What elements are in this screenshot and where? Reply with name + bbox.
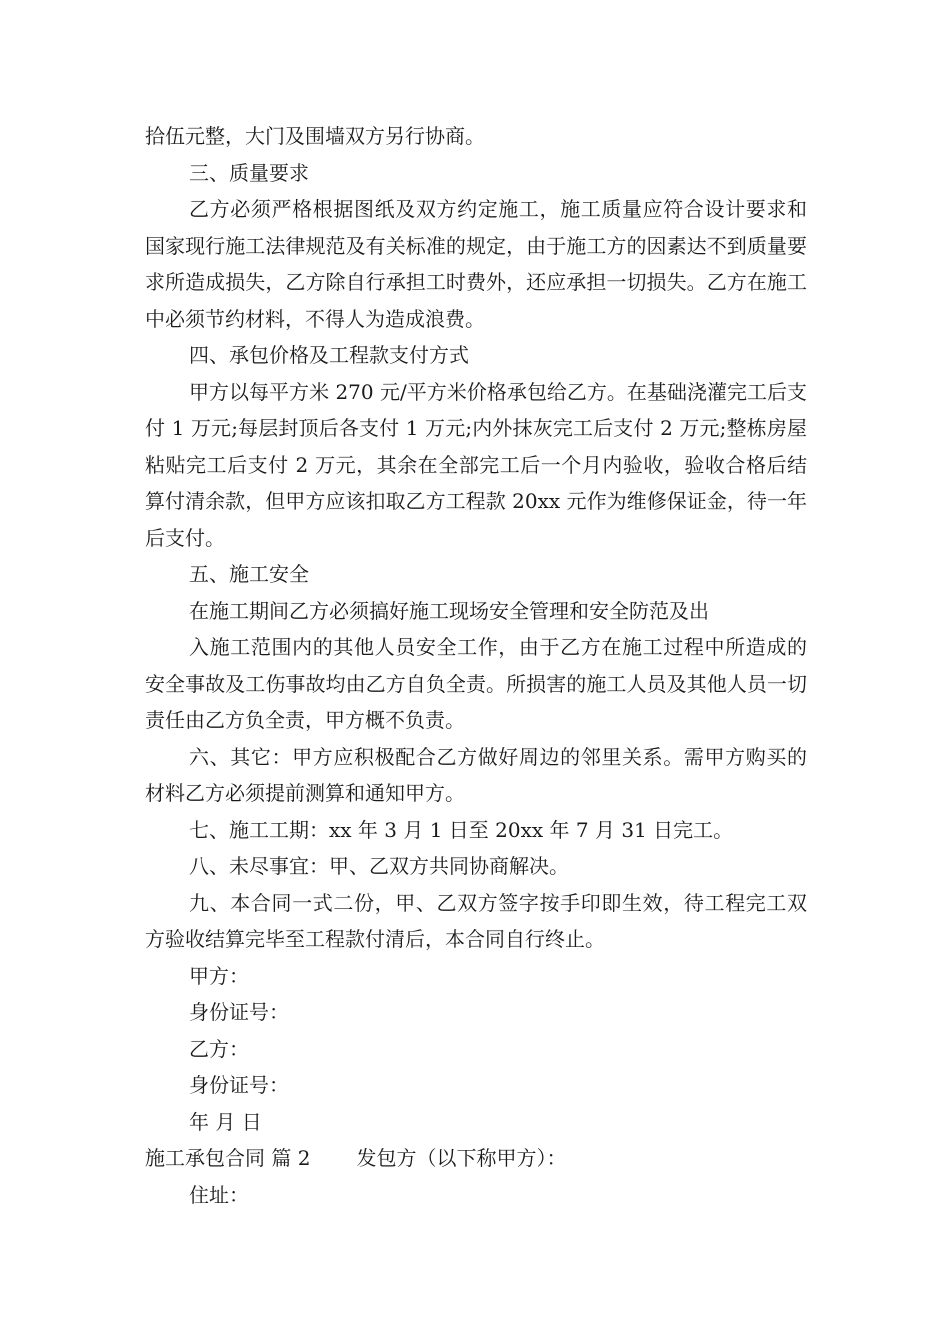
document-page: [145, 118, 807, 1213]
paragraph-unresolved: 八、未尽事宜：甲、乙双方共同协商解决。: [189, 854, 569, 878]
paragraph-schedule: 七、施工工期：xx 年 3 月 1 日至 20xx 年 7 月 31 日完工。: [189, 817, 734, 842]
heading-safety: 五、施工安全: [189, 562, 309, 586]
paragraph-safety-2: 入施工范围内的其他人员安全工作，由于乙方在施工过程中所造成的安全事故及工伤事故均由乙方自负全责。所损害的施工人员及其他人员一切责任由乙方负全责，甲方概不负责。: [145, 635, 807, 732]
address-line: 住址：: [189, 1182, 249, 1207]
section-2-first-line: 发包方（以下称甲方）：: [356, 1146, 567, 1170]
paragraph-0: 拾伍元整，大门及围墙双方另行协商。: [145, 124, 485, 148]
section-2-heading: [145, 1140, 807, 1177]
heading-quality: 三、质量要求: [189, 160, 309, 185]
paragraph-copies: 九、本合同一式二份，甲、乙双方签字按手印即生效，待工程完工双方验收结算完毕至工程款付清后，本合同自行终止。: [145, 890, 807, 951]
paragraph-price: 甲方以每平方米 270 元/平方米价格承包给乙方。在基础浇灌完工后支付 1 万元;每层封顶后各支付 1 万元;内外抹灰完工后支付 2 万元;整栋房屋粘贴完工后支付 2 万元，其余在全部完工后一个月内验收，验收合格后结算付清余款，但甲方应该扣取乙方工程款 20xx 元作为维修保证金，待一年后支付。: [145, 379, 807, 550]
section-2-title: 施工承包合同 篇 2: [145, 1146, 311, 1170]
paragraph-other: 六、其它：甲方应积极配合乙方做好周边的邻里关系。需甲方购买的材料乙方必须提前测算和通知甲方。: [145, 744, 807, 805]
party-b-label: 乙方：: [189, 1036, 249, 1061]
paragraph-safety-1: 在施工期间乙方必须搞好施工现场安全管理和安全防范及出: [189, 598, 709, 623]
party-b-id-label: 身份证号：: [189, 1073, 289, 1097]
date-line: 年 月 日: [189, 1109, 262, 1134]
party-a-label: 甲方：: [189, 963, 249, 988]
paragraph-quality: 乙方必须严格根据图纸及双方约定施工，施工质量应符合设计要求和国家现行施工法律规范及有关标准的规定，由于施工方的因素达不到质量要求所造成损失，乙方除自行承担工时费外，还应承担一切损失。乙方在施工中必须节约材料，不得人为造成浪费。: [145, 197, 807, 331]
party-a-id-label: 身份证号：: [189, 1000, 289, 1024]
heading-price: 四、承包价格及工程款支付方式: [189, 343, 469, 367]
